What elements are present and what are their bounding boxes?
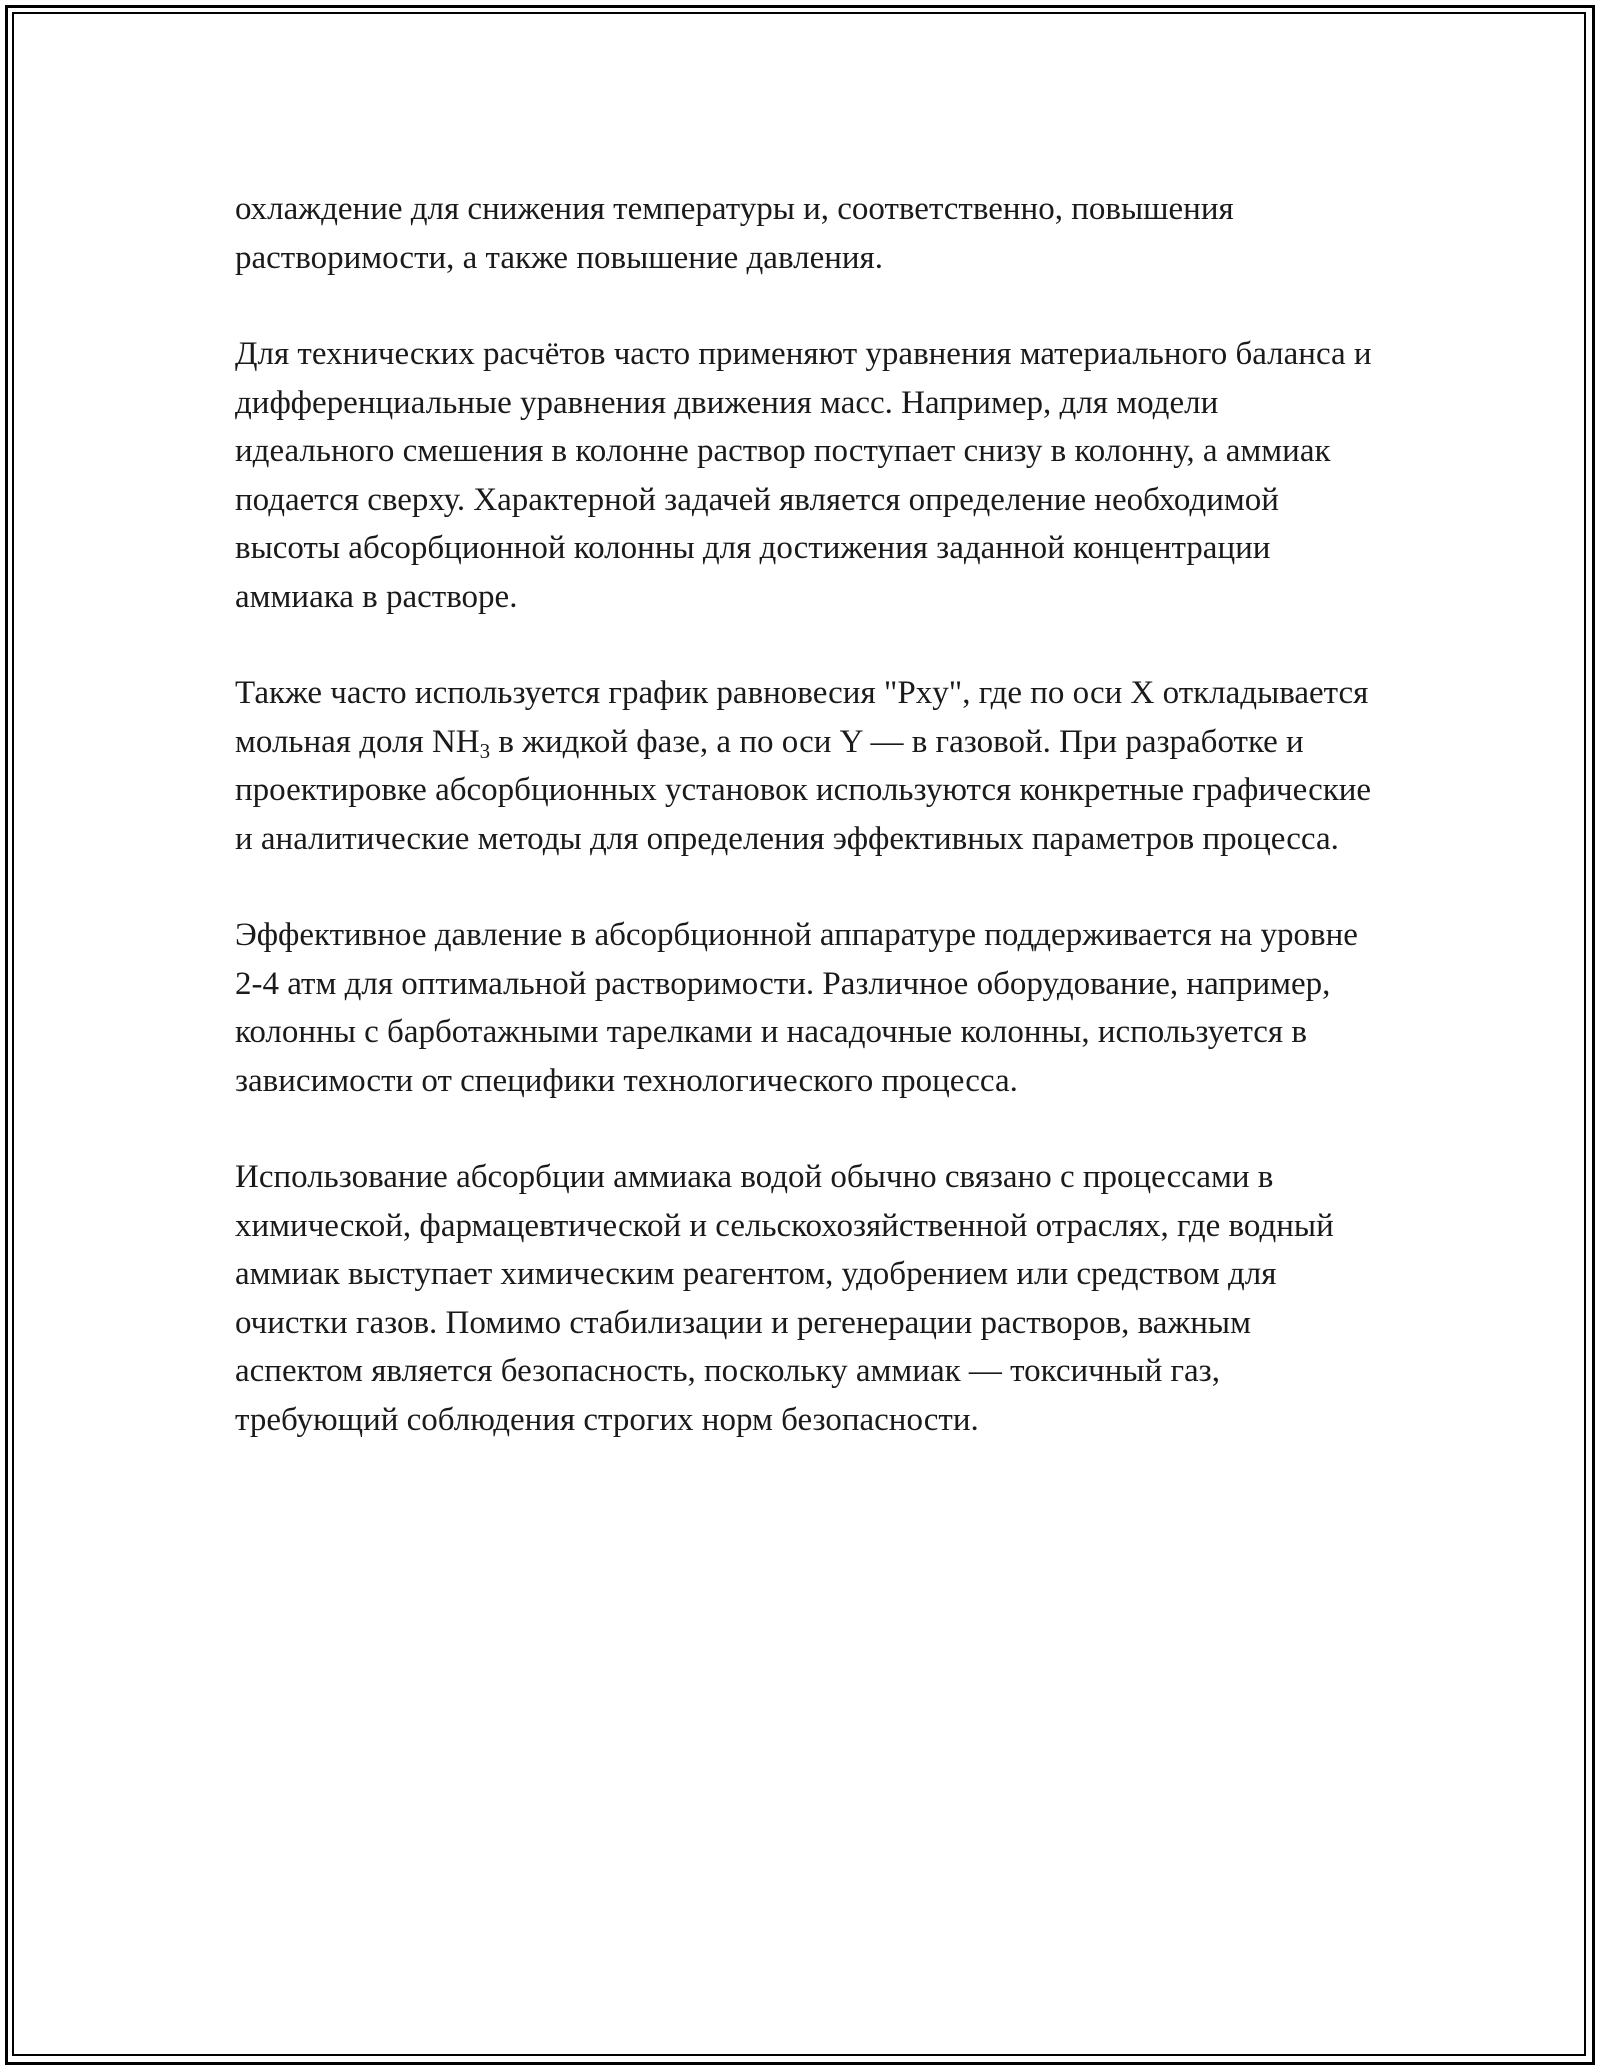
paragraph-pxy-graph xyxy=(235,669,1375,863)
document-body xyxy=(235,185,1375,1492)
paragraph-calculations: Для технических расчётов часто применяют уравнения материального баланса и дифференциальные уравнения движения масс. Например, для модели идеального смешения в колонне раствор поступает снизу в колонну, а аммиак подается сверху. Характерной задачей является определение необходимой высоты абсорбционной колонны для достижения заданной концентрации аммиака в растворе. xyxy=(235,336,1372,615)
paragraph-pressure: Эффективное давление в абсорбционной аппаратуре поддерживается на уровне 2-4 атм для оптимальной растворимости. Различное оборудование, например, колонны с барботажными тарелками и насадочные колонны, используется в зависимости от специфики технологического процесса. xyxy=(235,917,1358,1099)
paragraph-pxy-text-after: в жидкой фазе, а по оси Y — в газовой. При разработке и проектировке абсорбционных установок используются конкретные графические и аналитические методы для определения эффективных параметров процесса. xyxy=(235,723,1372,857)
paragraph-pxy-text-before: Также часто используется график равновесия "Pxy", где по оси X откладывается мольная доля NH xyxy=(235,675,1369,760)
paragraph-applications: Использование абсорбции аммиака водой обычно связано с процессами в химической, фармацевтической и сельскохозяйственной отраслях, где водный аммиак выступает химическим реагентом, удобрением или средством для очистки газов. Помимо стабилизации и регенерации растворов, важным аспектом является безопасность, поскольку аммиак — токсичный газ, требующий соблюдения строгих норм безопасности. xyxy=(235,1159,1334,1438)
paragraph-cooling: охлаждение для снижения температуры и, соответственно, повышения растворимости, а также повышение давления. xyxy=(235,191,1234,276)
nh3-subscript: 3 xyxy=(479,738,491,763)
